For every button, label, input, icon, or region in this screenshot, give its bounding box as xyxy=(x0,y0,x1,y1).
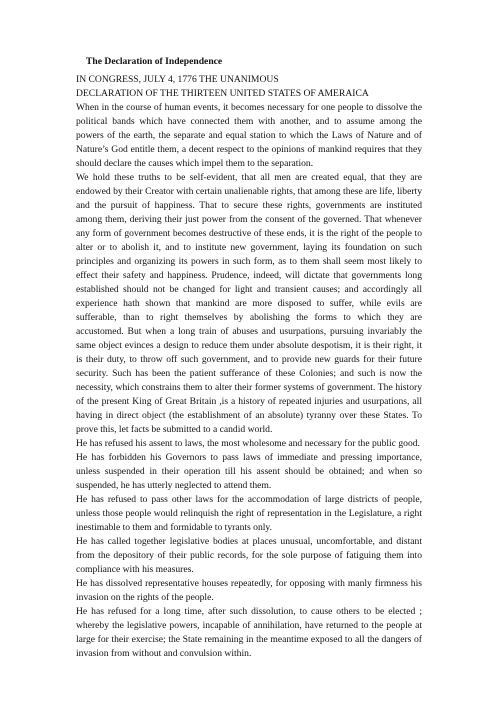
paragraph-grievance-legislative-bodies: He has called together legislative bodies at places unusual, uncomfortable, and distant from the depository of their public records, for the sole purpose of fatiguing them into compliance with his measures. xyxy=(76,536,422,575)
document-body xyxy=(76,55,422,661)
paragraph-grievance-representation: He has refused to pass other laws for the accommodation of large districts of people, unless those people would relinquish the right of representation in the Legislature, a right inestimable to them and formidable to tyrants only. xyxy=(76,494,422,533)
paragraph-grievance-governors: He has forbidden his Governors to pass laws of immediate and pressing importance, unless suspended in their operation till his assent should be obtained; and when so suspended, he has utterly neglected to attend them. xyxy=(76,452,422,491)
paragraph-truths: We hold these truths to be self-evident, that all men are created equal, that they are endowed by their Creator with certain unalienable rights, that among these are life, liberty and the pursuit of happiness. That to secure these rights, governments are instituted among them, deriving their just power from the consent of the governed. That whenever any form of government becomes destructive of these ends, it is the right of the people to alter or to abolish it, and to institute new government, laying its foundation on such principles and organizing its powers in such form, as to them shall seem most likely to effect their safety and happiness. Prudence, indeed, will dictate that governments long established should not be changed for light and transient causes; and accordingly all experience hath shown that mankind are more disposed to suffer, while evils are sufferable, than to right themselves by abolishing the forms to which they are accustomed. But when a long train of abuses and usurpations, pursuing invariably the same object evinces a design to reduce them under absolute despotism, it is their right, it is their duty, to throw off such government, and to provide new guards for their future security. Such has been the patient sufferance of these Colonies; and such is now the necessity, which constrains them to alter their former systems of government. The history of the present King of Great Britain ,is a history of repeated injuries and usurpations, all having in direct object (the establishment of an absolute) tyranny over these States. To prove this, let facts be submitted to a candid world. xyxy=(76,172,422,435)
declaration-heading: DECLARATION OF THE THIRTEEN UNITED STATES OF AMERAICA xyxy=(76,88,369,99)
paragraph-grievance-assent: He has refused his assent to laws, the most wholesome and necessary for the public good. xyxy=(76,438,420,449)
paragraph-preamble: When in the course of human events, it becomes necessary for one people to dissolve the political bands which have connected them with another, and to assume among the powers of the earth, the separate and equal station to which the Laws of Nature and of Nature’s God entitle them, a decent respect to the opinions of mankind requires that they should declare the causes which impel them to the separation. xyxy=(76,102,422,169)
congress-heading: IN CONGRESS, JULY 4, 1776 THE UNANIMOUS xyxy=(76,74,279,85)
paragraph-grievance-dissolved-houses: He has dissolved representative houses repeatedly, for opposing with manly firmness his invasion on the rights of the people. xyxy=(76,578,422,603)
document-title: The Declaration of Independence xyxy=(86,56,223,67)
paragraph-grievance-elections: He has refused for a long time, after such dissolution, to cause others to be elected ; whereby the legislative powers, incapable of annihilation, have returned to the people at large for their exercise; the State remaining in the meantime exposed to all the dangers of invasion from without and convulsion within. xyxy=(76,606,422,659)
